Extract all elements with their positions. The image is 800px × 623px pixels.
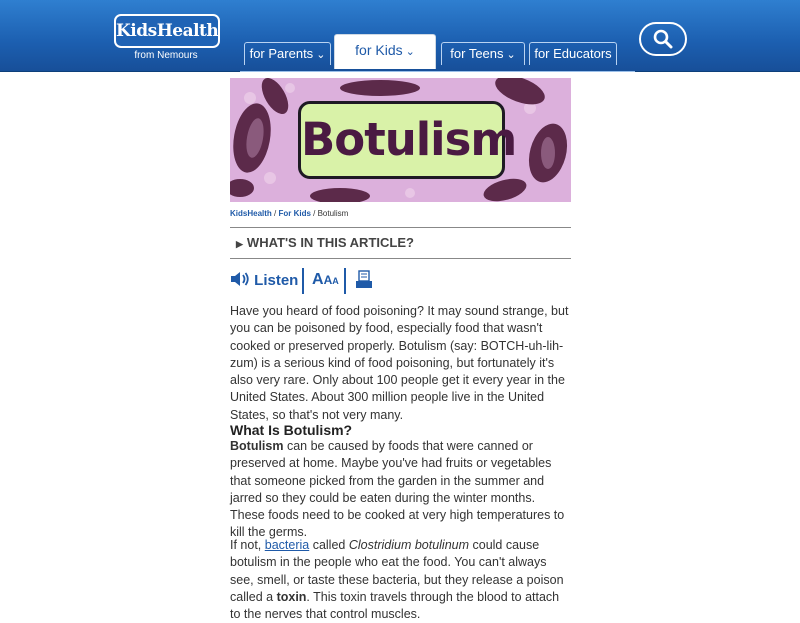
bold-term: Botulism bbox=[230, 439, 284, 453]
paragraph-text: could cause botulism in the people who eat the food. You can't always see, smell, or taste these bacteria, but they release a poison called a bbox=[230, 538, 564, 604]
paragraph-text: . This toxin travels through the blood to attach to the nerves that control muscles. bbox=[230, 589, 560, 622]
paragraph-causes bbox=[230, 438, 571, 542]
chevron-down-icon: ⌄ bbox=[405, 46, 415, 58]
paragraph-bacteria bbox=[230, 537, 571, 623]
italic-term: Clostridium botulinum bbox=[348, 538, 470, 552]
search-button[interactable] bbox=[639, 22, 687, 56]
tools-divider bbox=[302, 268, 304, 294]
listen-button[interactable] bbox=[230, 270, 298, 289]
tab-for-kids[interactable] bbox=[334, 34, 436, 69]
breadcrumb-section-link[interactable]: For Kids bbox=[278, 209, 311, 218]
article-banner bbox=[230, 78, 571, 202]
bold-term: toxin bbox=[276, 589, 307, 604]
listen-label: Listen bbox=[254, 272, 299, 289]
breadcrumb-home-link[interactable]: KidsHealth bbox=[230, 209, 272, 218]
print-icon bbox=[355, 270, 373, 290]
paragraph-text: can be caused by foods that were canned or preserved at home. Maybe you've had fruits or vegetables that someone picked from the garden in the summer and jarred so they could be eaten during the winter months. These foods need to be cooked at very high temperatures to kill the germs. bbox=[230, 439, 565, 540]
article-content bbox=[230, 78, 571, 622]
paragraph-text: called bbox=[309, 538, 349, 552]
tab-for-teens[interactable] bbox=[441, 42, 525, 65]
chevron-down-icon: ⌄ bbox=[506, 49, 516, 61]
article-tools bbox=[230, 268, 571, 294]
chevron-down-icon: ⌄ bbox=[316, 49, 326, 61]
breadcrumb-separator: / bbox=[271, 209, 279, 218]
tools-divider bbox=[344, 268, 346, 294]
toc-label: WHAT'S IN THIS ARTICLE? bbox=[246, 235, 414, 250]
article-toc-toggle[interactable] bbox=[230, 227, 571, 259]
banner-title: Botulism bbox=[298, 101, 505, 179]
site-header bbox=[0, 0, 800, 72]
kidshealth-logo[interactable] bbox=[114, 14, 218, 60]
tab-label: for Educators bbox=[534, 46, 612, 61]
breadcrumb-separator: / bbox=[310, 209, 318, 218]
logo-wordmark: KidsHealth bbox=[114, 14, 220, 48]
speaker-icon bbox=[230, 270, 250, 288]
search-icon bbox=[653, 29, 673, 49]
section-heading: What Is Botulism? bbox=[230, 422, 353, 438]
tab-label: for Kids bbox=[355, 42, 403, 58]
text-size-icon: AAA bbox=[312, 271, 339, 288]
breadcrumb-current: Botulism bbox=[317, 209, 349, 218]
paragraph-text: If not, bbox=[230, 538, 265, 552]
tab-for-parents[interactable] bbox=[244, 42, 331, 65]
caret-right-icon: ▶ bbox=[236, 239, 243, 249]
bacteria-link[interactable]: bacteria bbox=[264, 538, 310, 552]
breadcrumb bbox=[230, 209, 348, 218]
tab-label: for Parents bbox=[249, 46, 314, 61]
tab-label: for Teens bbox=[450, 46, 504, 61]
logo-subtitle: from Nemours bbox=[134, 50, 198, 61]
print-button[interactable] bbox=[355, 270, 373, 295]
intro-paragraph: Have you heard of food poisoning? It may sound strange, but you can be poisoned by food, especially food that wasn't cooked or preserved properly. Botulism (say: BOTCH-uh-lih-zum) is a serious kind of food poisoning, but fortunately it's also very rare. Only about 100 people get it every year in the United States. About 300 million people live in the United States, so that's not very many. bbox=[230, 304, 569, 422]
tab-for-educators[interactable] bbox=[529, 42, 617, 65]
text-size-button[interactable] bbox=[312, 271, 339, 289]
audience-tabs bbox=[240, 36, 635, 72]
